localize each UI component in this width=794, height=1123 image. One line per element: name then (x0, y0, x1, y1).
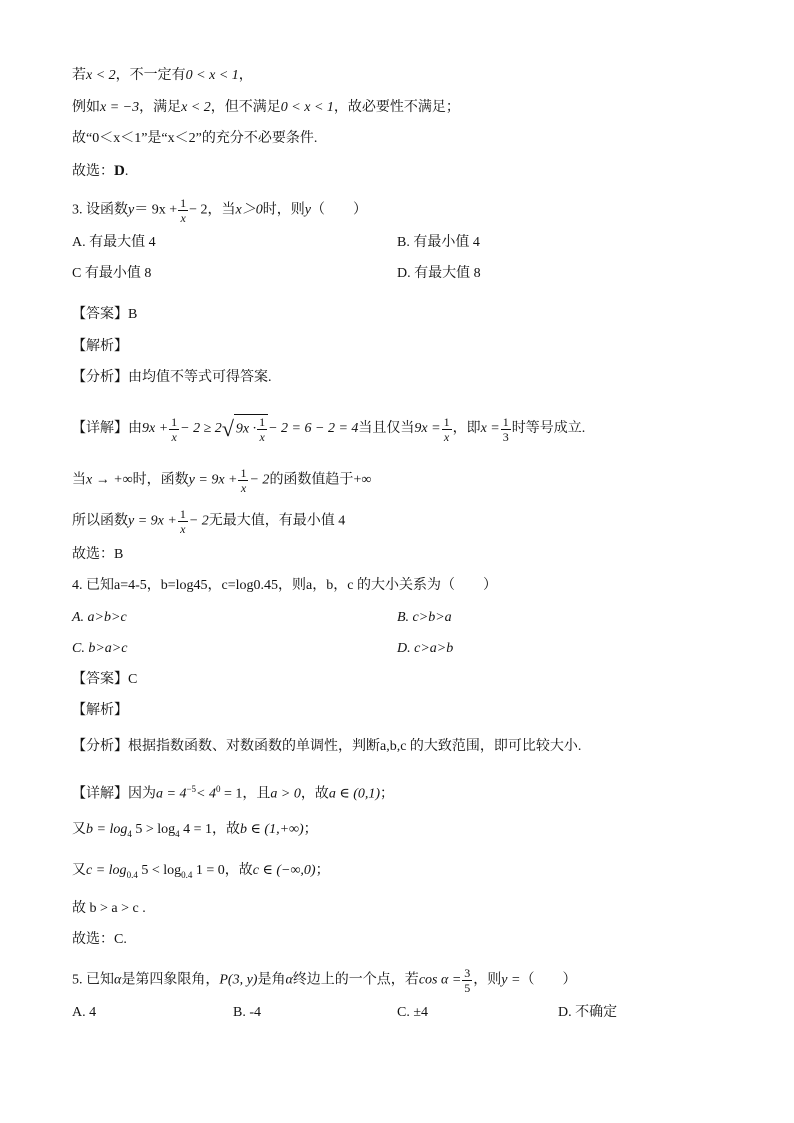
q3-option-c: C 有最小值 8 (72, 266, 152, 281)
q4-detail-4: 故 b > a > c . (72, 901, 146, 916)
q3-analysis-heading: 【解析】 (72, 339, 128, 354)
q3-stem: 3. 设函数y＝ 9x + $\frac{1}{x}$ − 2，当x＞0时，则y（ ） (72, 196, 367, 225)
prev-line-2: 例如x = −3，满足x < 2，但不满足0 < x < 1，故必要性不满足； (72, 100, 460, 115)
q4-option-d: D. c>a>b (397, 641, 454, 656)
prev-line-1: 若x < 2，不一定有0 < x < 1， (72, 68, 253, 83)
q4-option-b: B. c>b>a (397, 610, 452, 625)
prev-line-3: 故“0＜x＜1”是“x＜2”的充分不必要条件. (72, 131, 318, 146)
q4-detail-2: 又$b = \log_4 5 > \log_4 4 = 1$，故b ∈ (1,+∞)； (72, 822, 318, 839)
q4-answer: 【答案】C (72, 672, 138, 687)
q3-fenxi: 【分析】由均值不等式可得答案. (72, 370, 272, 385)
q3-detail-2: 当x → +∞时，函数y = 9x + $\frac{1}{x}$ − 2的函数值趋于+∞ (72, 466, 372, 495)
q5-option-c: C. ±4 (397, 1005, 429, 1020)
q3-detail-1: 【详解】由9x + $\frac{1}{x}$ − 2 ≥ 2√ 9x · $\frac{1}{x}$ − 2 = 6 − 2 = 4当且仅当9x = $\frac{1}{x}$ ，即x = $\frac{1}{3}$ 时等号成立. (72, 414, 586, 444)
q5-option-d: D. 不确定 (558, 1005, 618, 1020)
prev-line-4: 故选：D. (72, 163, 129, 179)
q4-detail-3: 又$c = \log_{0.4} 5 < \log_{0.4} 1 = 0$，故c ∈ (−∞,0)； (72, 863, 330, 880)
q3-option-d: D. 有最大值 8 (397, 266, 481, 281)
q3-detail-3: 所以函数y = 9x + $\frac{1}{x}$ − 2无最大值，有最小值 4 (72, 507, 346, 536)
q3-option-a: A. 有最大值 4 (72, 235, 156, 250)
q3-answer: 【答案】B (72, 307, 138, 322)
q4-option-c: C. b>a>c (72, 641, 128, 656)
q4-analysis-heading: 【解析】 (72, 703, 128, 718)
q5-option-b: B. -4 (233, 1005, 261, 1020)
q4-option-a: A. a>b>c (72, 610, 127, 625)
q4-fenxi: 【分析】根据指数函数、对数函数的单调性，判断a,b,c 的大致范围，即可比较大小. (72, 739, 582, 754)
q4-detail-1: 【详解】因为$a = 4^{-5}< 4^0 = 1$，且a > 0，故a ∈ (0,1)； (72, 784, 395, 802)
q3-option-b: B. 有最小值 4 (397, 235, 480, 250)
q5-stem: 5. 已知α是第四象限角，P(3, y)是角α终边上的一个点，若cos α = $\frac{3}{5}$ ，则y =（ ） (72, 966, 577, 995)
q4-stem: 4. 已知a=4-5，b=log45，c=log0.45，则a，b，c 的大小关系为（ ） (72, 578, 497, 593)
q4-choose: 故选：C. (72, 932, 127, 947)
q5-option-a: A. 4 (72, 1005, 97, 1020)
q3-choose: 故选：B (72, 547, 124, 562)
